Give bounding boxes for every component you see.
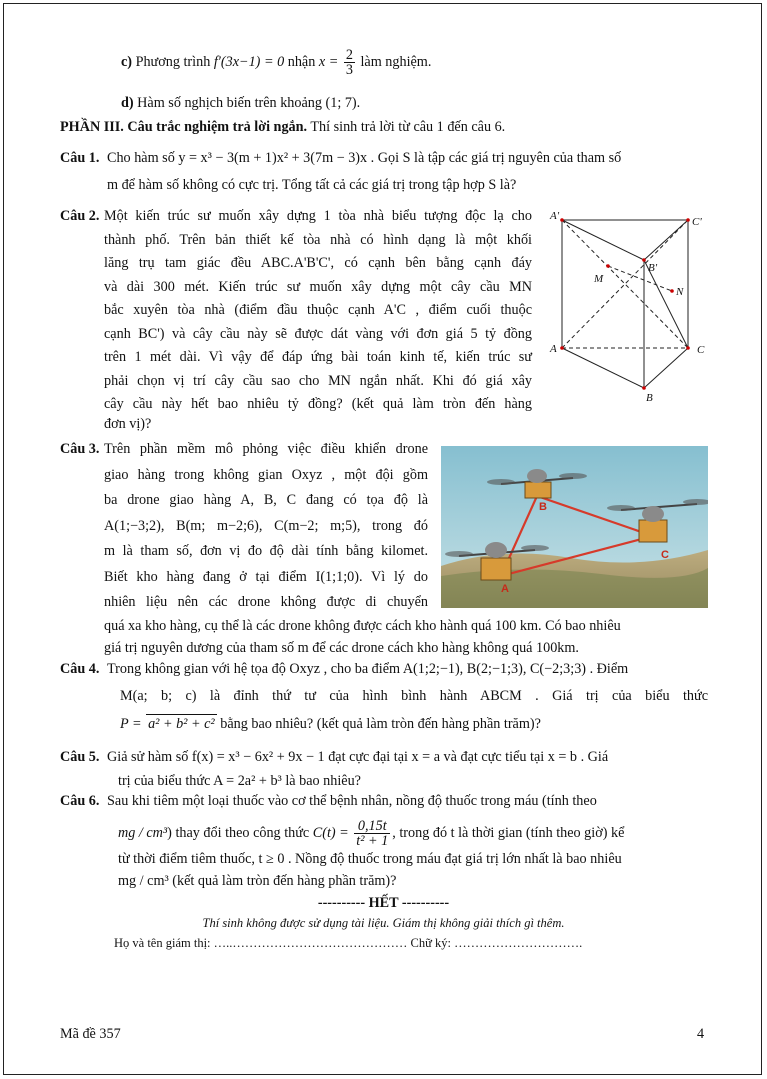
text-line: trên 1 mét dài. Vì vậy để đáp ứng bài toán kinh tế, kiến trúc sư: [104, 349, 532, 365]
text-line: Trên phần mềm mô phỏng việc điều khiển drone: [104, 441, 428, 457]
drone-label-a: A: [501, 583, 509, 595]
sqrt-expression: a² + b² + c²: [148, 716, 215, 732]
q4-label: Câu 4.: [60, 661, 100, 677]
text-line: bắc xuyên tòa nhà (điểm đầu thuộc cạnh A'C , điểm cuối thuộc: [104, 302, 532, 318]
text-line: m là tham số, đơn vị đo độ dài tính bằng kilomet.: [104, 543, 428, 559]
label-N: N: [676, 286, 684, 298]
label-A1: A': [550, 210, 560, 222]
q1-line2: m để hàm số không có cực trị. Tổng tất cả các giá trị trong tập hợp S là?: [107, 177, 517, 193]
label-C1: C': [692, 216, 702, 228]
q2-last: đơn vị)?: [104, 416, 152, 432]
part3-heading: PHẦN III. Câu trắc nghiệm trả lời ngắn. Thí sinh trả lời từ câu 1 đến câu 6.: [60, 119, 506, 135]
q1-label: Câu 1.: [60, 150, 100, 166]
drone-label-b: B: [539, 501, 547, 513]
q3-wide2: giá trị nguyên dương của tham số m để các drone cách kho hàng không quá 100km.: [104, 640, 579, 656]
q6-label: Câu 6.: [60, 793, 100, 809]
text-line: và dài 300 mét. Kiến trúc sư muốn xây dựng một cây cầu MN: [104, 278, 532, 295]
q4-line3: P = a² + b² + c² bằng bao nhiêu? (kết quả làm tròn đến hàng phần trăm)?: [120, 716, 541, 732]
fraction: $\frac{2}{3}$: [345, 47, 353, 78]
q3-label: Câu 3.: [60, 441, 100, 457]
q5-line2: trị của biểu thức A = 2a² + b³ là bao nhiêu?: [118, 773, 361, 789]
label-A: A: [550, 343, 557, 355]
text-line: cạnh BC') và cây cầu này sẽ được dát vàng với đơn giá 5 tỷ đồng: [104, 325, 532, 342]
text-line: thành phố. Trên bản thiết kế tòa nhà có hình dạng là một khối: [104, 231, 532, 248]
q3-wide1: quá xa kho hàng, cụ thể là các drone không được cách kho hành quá 100 km. Có bao nhiêu: [104, 618, 621, 634]
prism-figure: [548, 205, 718, 405]
label-B1: B': [648, 262, 658, 274]
text-line: cây cầu này hết bao nhiêu tỷ đồng? (kết quả làm tròn đến hàng: [104, 396, 532, 412]
text-line: Một kiến trúc sư muốn xây dựng 1 tòa nhà biểu tượng độc lạ cho: [104, 208, 532, 224]
label-C: C: [697, 344, 705, 356]
text-line: lăng trụ tam giác đều ABC.A'B'C', có cạnh bên bằng cạnh đáy: [104, 255, 532, 271]
q2-label: Câu 2.: [60, 208, 100, 224]
q1-line1: Cho hàm số y = x³ − 3(m + 1)x² + 3(7m − 3)x . Gọi S là tập các giá trị nguyên của tham số: [107, 150, 622, 166]
q5-line1: Giả sử hàm số f(x) = x³ − 6x² + 9x − 1 đạt cực đại tại x = a và đạt cực tiểu tại x = b . Giá: [107, 749, 609, 765]
text-line: phải chọn vị trí cây cầu sao cho MN ngắn nhất. Khi đó giá xây: [104, 372, 532, 389]
text-line: nhiên liệu nên các drone không được di chuyển: [104, 594, 428, 610]
q6-line3: từ thời điểm tiêm thuốc, t ≥ 0 . Nồng độ thuốc trong máu đạt giá trị lớn nhất là bao nhiêu: [118, 851, 622, 867]
exam-code: Mã đề 357: [60, 1026, 121, 1042]
end-marker: ---------- HẾT ----------: [317, 895, 450, 911]
fraction: $\frac{0,15t}{\text{t² + 1}}$: [356, 818, 389, 849]
q5-label: Câu 5.: [60, 749, 100, 765]
drone-label-c: C: [661, 549, 669, 561]
text-line: ba drone giao hàng A, B, C đang có tọa độ là: [104, 492, 428, 508]
label-B: B: [646, 392, 653, 404]
text-line: giao hàng trong không gian Oxyz , một đội gồm: [104, 466, 428, 483]
item-c: c) Phương trình f′(3x−1) = 0 nhận x = $\frac{2}{3}$ làm nghiệm.: [121, 47, 432, 78]
text-line: A(1;−3;2), B(m; m−2;6), C(m−2; m;5), trong đó: [104, 517, 428, 534]
invigilator-line: Họ và tên giám thị: …..…………………………………… Chữ ký: ………………………….: [114, 936, 583, 950]
q6-line2: mg / cm³) thay đổi theo công thức C(t) = $\frac{0,15t}{\text{t² + 1}}$ , trong đó t là thời gian (tính theo giờ) kể: [118, 818, 625, 849]
q4-line1: Trong không gian với hệ tọa độ Oxyz , cho ba điểm A(1;2;−1), B(2;−1;3), C(−2;3;3) . Điểm: [107, 661, 629, 677]
q6-line1: Sau khi tiêm một loại thuốc vào cơ thể bệnh nhân, nồng độ thuốc trong máu (tính theo: [107, 793, 597, 809]
q6-line4: mg / cm³ (kết quả làm tròn đến hàng phần trăm)?: [118, 873, 397, 889]
notice: Thí sinh không được sử dụng tài liệu. Giám thị không giải thích gì thêm.: [202, 916, 565, 930]
q4-line2: M(a; b; c) là đỉnh thứ tư của hình bình hành ABCM . Giá trị của biểu thức: [120, 688, 708, 704]
label-M: M: [594, 273, 604, 285]
drone-illustration: [441, 446, 708, 608]
item-d: d) Hàm số nghịch biến trên khoảng (1; 7).: [121, 95, 361, 111]
page-number: 4: [697, 1026, 705, 1042]
text-line: Biết kho hàng đang ở tại điểm I(1;1;0). Vì lý do: [104, 568, 428, 585]
